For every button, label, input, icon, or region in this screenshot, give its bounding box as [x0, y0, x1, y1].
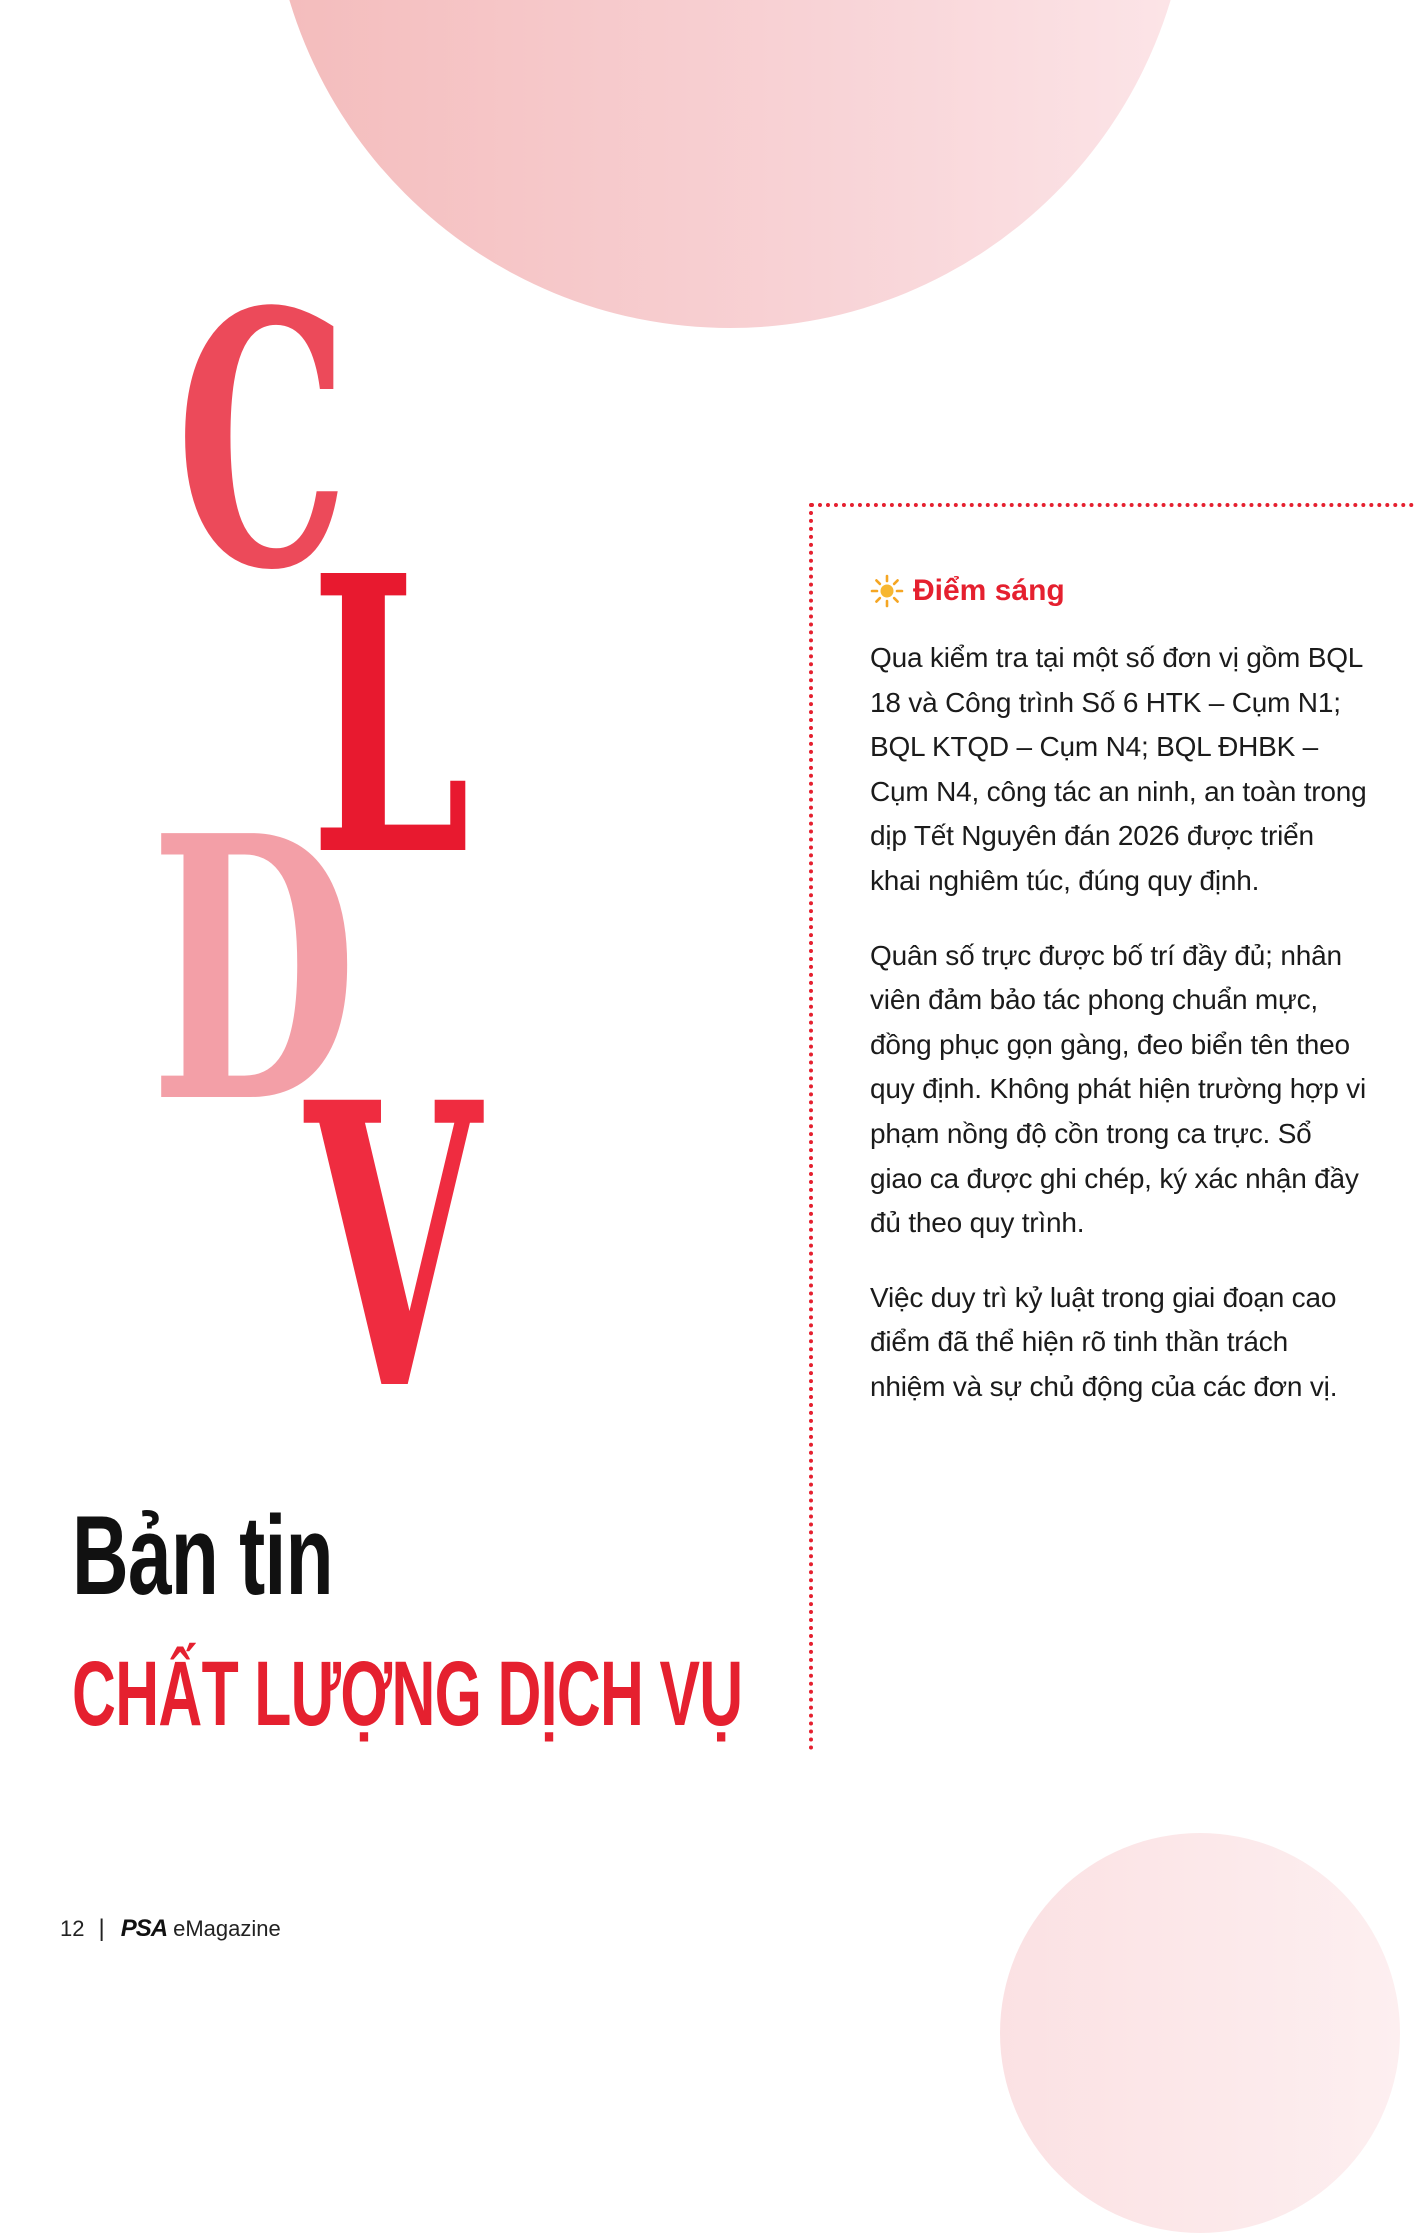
psa-logo: PSA: [120, 1915, 168, 1942]
decorative-circle-bottom: [1000, 1833, 1400, 2233]
dotted-border-top: [810, 503, 1414, 507]
paragraph-1: Qua kiểm tra tại một số đơn vị gồm BQL 18 và Công trình Số 6 HTK – Cụm N1; BQL KTQD – Cụm N4; BQL ĐHBK – Cụm N4, công tác an ninh, an toàn trong dịp Tết Nguyên đán 2026 được triển khai nghiêm túc, đúng quy định.: [870, 642, 1367, 896]
panel-heading-text: Điểm sáng: [913, 574, 1065, 607]
decor-letter-c: C: [176, 235, 349, 647]
footer-separator: |: [98, 1915, 105, 1942]
publication-name: eMagazine: [173, 1916, 281, 1941]
page-footer: [60, 1915, 281, 1943]
decorative-circle-top: [270, 0, 1190, 328]
paragraph-2: Quân số trực được bố trí đầy đủ; nhân viên đảm bảo tác phong chuẩn mực, đồng phục gọn gàng, đeo biển tên theo quy định. Không phát hiện trường hợp vi phạm nồng độ cồn trong ca trực. Sổ giao ca được ghi chép, ký xác nhận đầy đủ theo quy trình.: [870, 939, 1366, 1239]
decor-letter-l: L: [310, 493, 471, 940]
sun-icon: [870, 574, 904, 608]
paragraph-3: Việc duy trì kỷ luật trong giai đoạn cao điểm đã thể hiện rõ tinh thần trách nhiệm và sự chủ động của các đơn vị.: [870, 1281, 1338, 1402]
decor-letter-v: V: [305, 1018, 481, 1476]
panel-heading: [870, 574, 1370, 608]
title-line-2: CHẤT LƯỢNG DỊCH VỤ: [72, 1643, 743, 1745]
decor-letter-d: D: [150, 758, 358, 1183]
page-number: 12: [60, 1916, 85, 1941]
title-line-1: Bản tin: [72, 1493, 333, 1618]
highlight-panel: [870, 574, 1370, 1440]
dotted-border-left: [809, 503, 813, 1751]
